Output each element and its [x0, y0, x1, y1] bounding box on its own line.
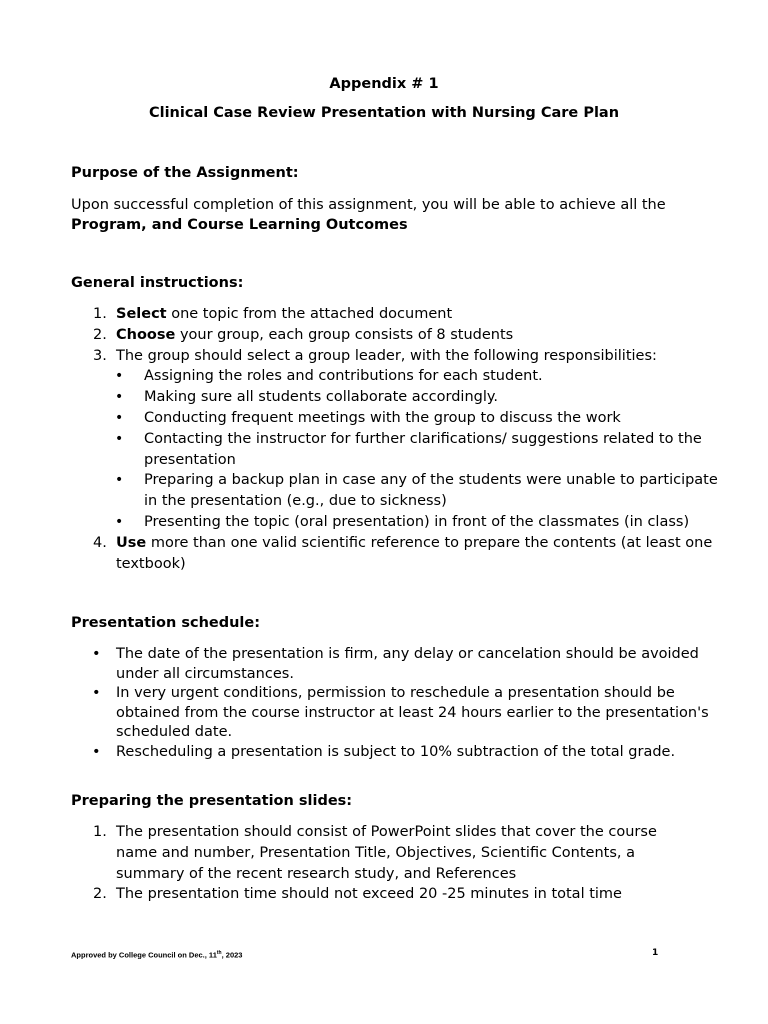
- sub-list-item: [71, 387, 721, 408]
- sub-list-item: [71, 429, 721, 471]
- bullet-icon: •: [92, 646, 101, 662]
- appendix-title: Appendix # 1: [329, 76, 439, 92]
- list-item-text: The date of the presentation is firm, any delay or cancelation should be avoided under all circumstances.: [116, 646, 699, 682]
- list-item-text: The group should select a group leader, with the following responsibilities:: [116, 347, 657, 364]
- list-item: [71, 346, 721, 367]
- list-number: 2.: [93, 326, 107, 343]
- list-item: [71, 884, 696, 905]
- sub-list-item-text: Contacting the instructor for further clarifications/ suggestions related to the presentation: [144, 430, 702, 468]
- list-item-text: The presentation time should not exceed 20 -25 minutes in total time: [116, 886, 622, 903]
- bullet-icon: •: [92, 743, 101, 760]
- list-item-text: more than one valid scientific reference to prepare the contents (at least one textbook): [116, 534, 713, 572]
- sub-list-item: [71, 470, 721, 512]
- purpose-text: Upon successful completion of this assignment, you will be able to achieve all the: [71, 197, 666, 213]
- presentation-slides-heading: Preparing the presentation slides:: [71, 793, 353, 809]
- list-item-text: your group, each group consists of 8 students: [175, 326, 514, 343]
- list-item: [71, 533, 721, 575]
- list-item: [71, 645, 711, 684]
- bullet-icon: •: [92, 685, 101, 701]
- presentation-schedule-heading: Presentation schedule:: [71, 615, 261, 631]
- list-item: [71, 684, 711, 743]
- list-item-bold: Use: [116, 534, 147, 551]
- purpose-heading: Purpose of the Assignment:: [71, 165, 299, 181]
- sub-list-item-text: Conducting frequent meetings with the group to discuss the work: [144, 409, 621, 426]
- sub-list-item-text: Preparing a backup plan in case any of the students were unable to participate in the presentation (e.g., due to sickness): [144, 472, 718, 510]
- sub-list-item: [71, 366, 721, 387]
- footer-approval-suffix: , 2023: [221, 950, 243, 960]
- bullet-icon: •: [115, 409, 124, 426]
- list-item: [71, 304, 721, 325]
- list-item: [71, 822, 696, 884]
- bullet-icon: •: [115, 513, 124, 530]
- sub-list-item: [71, 512, 721, 533]
- list-number: 1.: [93, 306, 107, 322]
- general-instructions-heading: General instructions:: [71, 275, 244, 291]
- list-item: [71, 743, 711, 763]
- list-number: 2.: [93, 886, 107, 903]
- sub-list-item-text: Making sure all students collaborate accordingly.: [144, 389, 498, 406]
- bullet-icon: •: [115, 472, 124, 489]
- bullet-icon: •: [115, 368, 124, 385]
- document-subtitle: Clinical Case Review Presentation with Nursing Care Plan: [148, 105, 620, 121]
- list-number: 4.: [93, 534, 107, 551]
- general-instructions-list: [71, 304, 721, 574]
- presentation-slides-list: [71, 822, 696, 905]
- page-number: 1: [652, 948, 659, 958]
- list-item-text: one topic from the attached document: [166, 306, 453, 322]
- list-item-text: In very urgent conditions, permission to reschedule a presentation should be obtained from the course instructor at least 24 hours earlier to the presentation's scheduled date.: [116, 685, 709, 740]
- sub-list-item-text: Assigning the roles and contributions for each student.: [144, 368, 543, 385]
- footer-approval-text: Approved by College Council on Dec., 11: [71, 950, 217, 960]
- list-number: 3.: [93, 347, 107, 364]
- footer-approval-note: [71, 950, 242, 960]
- list-item-text: Rescheduling a presentation is subject to 10% subtraction of the total grade.: [116, 743, 676, 760]
- sub-list-item-text: Presenting the topic (oral presentation) in front of the classmates (in class): [144, 513, 690, 530]
- sub-list-item: [71, 408, 721, 429]
- list-item: [71, 325, 721, 346]
- list-number: 1.: [93, 824, 107, 840]
- presentation-schedule-list: [71, 645, 711, 762]
- list-item-bold: Select: [116, 306, 167, 322]
- bullet-icon: •: [115, 389, 124, 406]
- purpose-paragraph: [71, 195, 711, 235]
- bullet-icon: •: [115, 430, 124, 447]
- footer-approval-sup: th: [216, 950, 222, 956]
- list-item-bold: Choose: [116, 326, 176, 343]
- purpose-bold-text: Program, and Course Learning Outcomes: [71, 217, 408, 233]
- list-item-text: The presentation should consist of PowerPoint slides that cover the course name and number, Presentation Title, Objectives, Scientific Contents, a summary of the recent research study, and References: [116, 824, 657, 882]
